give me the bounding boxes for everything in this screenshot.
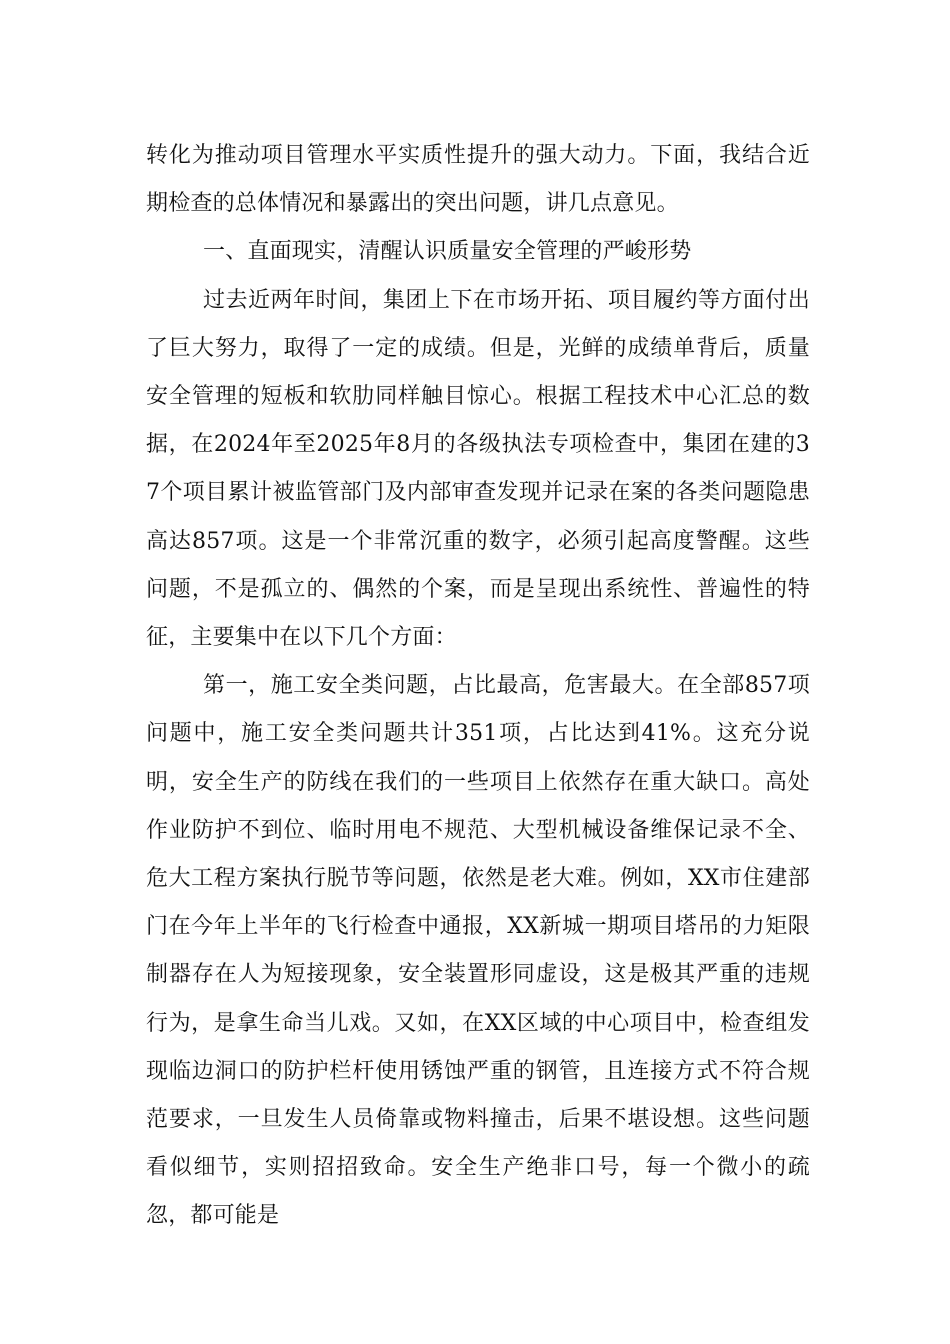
paragraph-intro-continuation: 转化为推动项目管理水平实质性提升的强大动力。下面，我结合近期检查的总体情况和暴露出的突出问题，讲几点意见。 bbox=[146, 143, 810, 217]
document-body bbox=[146, 132, 810, 1241]
paragraph-overview: 过去近两年时间，集团上下在市场开拓、项目履约等方面付出了巨大努力，取得了一定的成绩。但是，光鲜的成绩单背后，质量安全管理的短板和软肋同样触目惊心。根据工程技术中心汇总的数据，在2024年至2025年8月的各级执法专项检查中，集团在建的37个项目累计被监管部门及内部审查发现并记录在案的各类问题隐患高达857项。这是一个非常沉重的数字，必须引起高度警醒。这些问题，不是孤立的、偶然的个案，而是呈现出系统性、普遍性的特征，主要集中在以下几个方面： bbox=[146, 287, 810, 651]
paragraph-point-1: 第一，施工安全类问题，占比最高，危害最大。在全部857项问题中，施工安全类问题共计351项，占比达到41%。这充分说明，安全生产的防线在我们的一些项目上依然存在重大缺口。高处作业防护不到位、临时用电不规范、大型机械设备维保记录不全、危大工程方案执行脱节等问题，依然是老大难。例如，XX市住建部门在今年上半年的飞行检查中通报，XX新城一期项目塔吊的力矩限制器存在人为短接现象，安全装置形同虚设，这是极其严重的违规行为，是拿生命当儿戏。又如，在XX区域的中心项目中，检查组发现临边洞口的防护栏杆使用锈蚀严重的钢管，且连接方式不符合规范要求，一旦发生人员倚靠或物料撞击，后果不堪设想。这些问题看似细节，实则招招致命。安全生产绝非口号，每一个微小的疏忽，都可能是 bbox=[146, 673, 810, 1229]
section-heading: 一、直面现实，清醒认识质量安全管理的严峻形势 bbox=[203, 239, 692, 265]
